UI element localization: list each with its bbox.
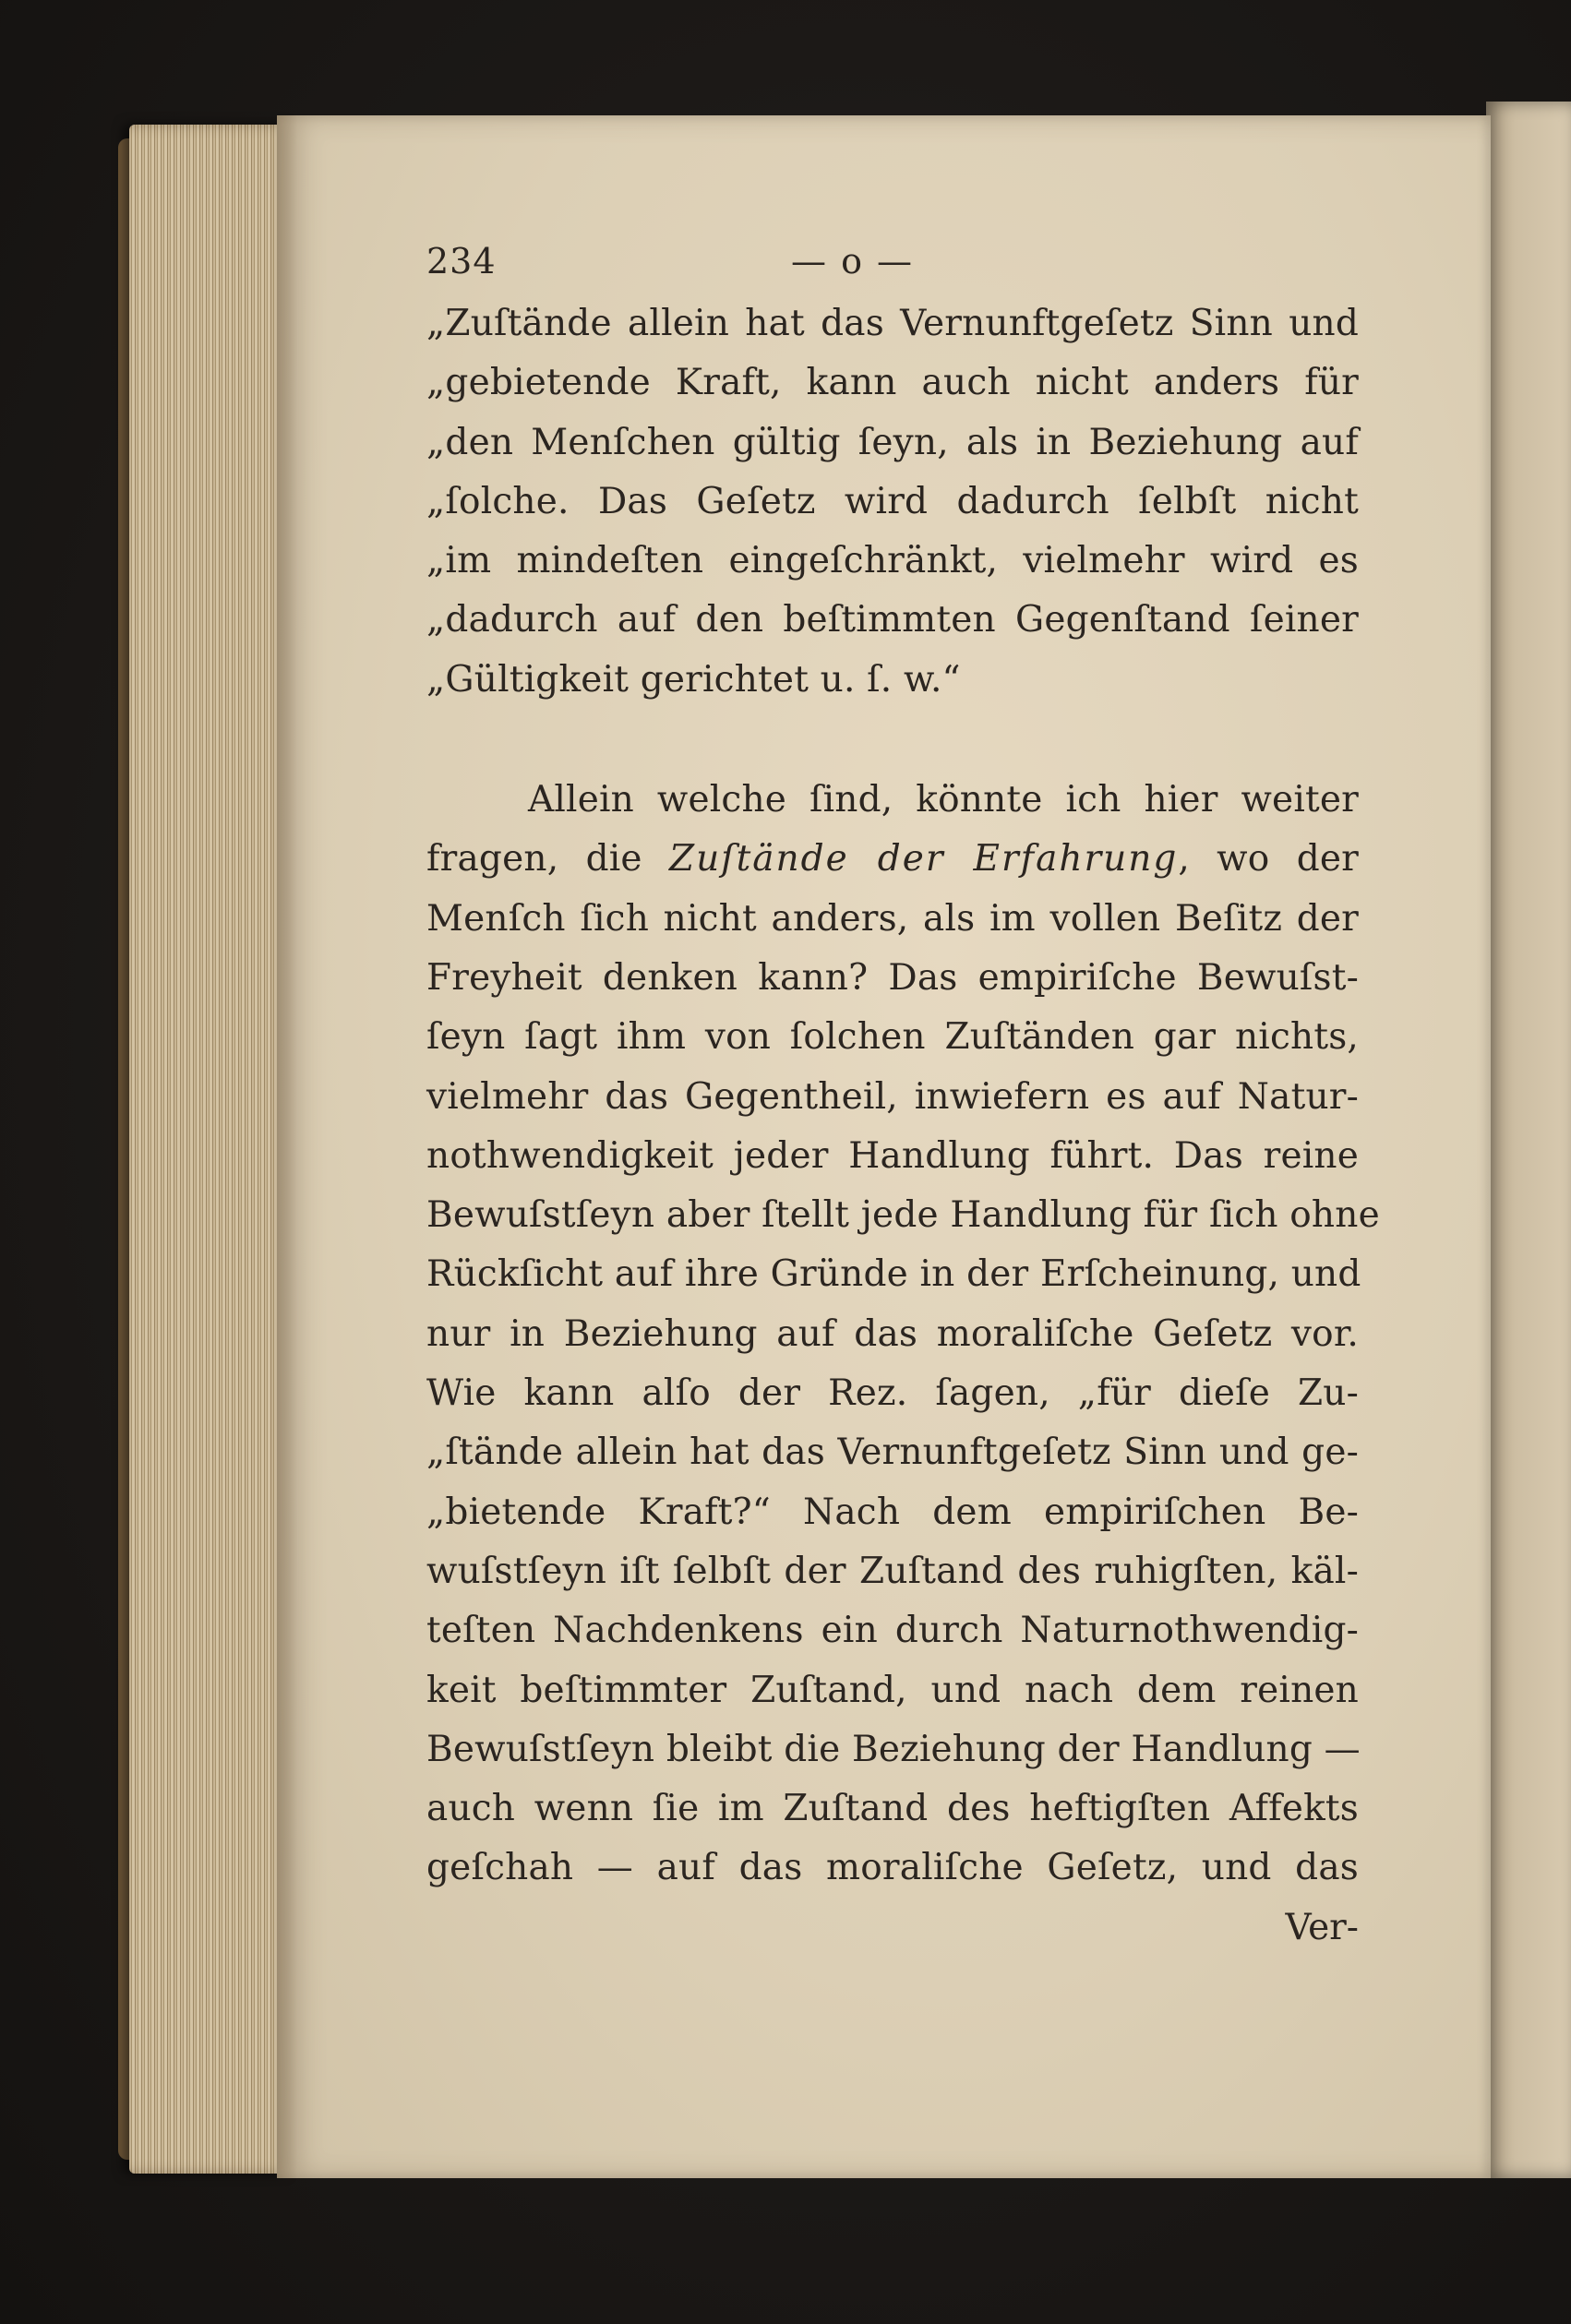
text-segment: , wo der — [1178, 838, 1360, 880]
paragraph-gap — [426, 710, 1359, 771]
text-line: „gebietende Kraft, kann auch nicht anders für — [426, 362, 1359, 404]
text-line: Bewuſstſeyn bleibt die Beziehung der Handlung — — [426, 1728, 1361, 1770]
text-line: „Zuſtände allein hat das Vernunftgeſetz Sinn und — [426, 303, 1359, 344]
text-line: „Gültigkeit gerichtet u. ſ. w.“ — [426, 658, 961, 701]
text-line: keit beſtimmter Zuſtand, und nach dem reinen — [426, 1669, 1359, 1711]
paragraph — [426, 771, 1380, 1958]
text-line: Menſch ſich nicht anders, als im vollen Beſitz der — [426, 897, 1359, 940]
text-line: teſten Nachdenkens ein durch Naturnothwendig- — [426, 1610, 1359, 1652]
page-number: 234 — [426, 241, 497, 282]
emphasized-text: Zuſtände der Erfahrung — [668, 838, 1179, 880]
page-text — [426, 235, 1380, 1958]
page-header — [426, 235, 1359, 294]
text-line: Wie kann alſo der Rez. ſagen, „für dieſe Zu- — [426, 1372, 1359, 1415]
text-line: Freyheit denken kann? Das empiriſche Bewuſst- — [426, 956, 1359, 999]
text-line: auch wenn ſie im Zuſtand des heftigſten Affekts — [426, 1788, 1359, 1830]
adjacent-page-edge — [1486, 102, 1571, 2178]
quotation-block — [426, 294, 1359, 710]
text-line: ſeyn ſagt ihm von ſolchen Zuſtänden gar nichts, — [426, 1016, 1359, 1059]
text-line: „ſolche. Das Geſetz wird dadurch ſelbſt nicht — [426, 480, 1359, 522]
text-line — [426, 830, 1359, 889]
text-line: wuſstſeyn iſt ſelbſt der Zuſtand des ruhigſten, käl- — [426, 1550, 1359, 1592]
text-segment: fragen, die — [426, 838, 669, 880]
catchword: Ver- — [1285, 1906, 1359, 1948]
text-line: „im mindeſten eingeſchränkt, vielmehr wird es — [426, 540, 1359, 582]
text-line: Rückſicht auf ihre Gründe in der Erſcheinung, und — [426, 1253, 1361, 1296]
text-line: geſchah — auf das moraliſche Geſetz, und das — [426, 1847, 1359, 1889]
text-line: „bietende Kraft?“ Nach dem empiriſchen Be- — [426, 1491, 1359, 1533]
page-stack-edges — [129, 125, 291, 2174]
text-line: Allein welche ſind, könnte ich hier weiter — [528, 779, 1359, 821]
header-ornament: — o — — [791, 241, 915, 282]
text-line: nur in Beziehung auf das moraliſche Geſetz vor. — [426, 1312, 1359, 1355]
text-line: nothwendigkeit jeder Handlung führt. Das reine — [426, 1134, 1359, 1177]
book-page — [277, 115, 1491, 2178]
text-line: „ſtände allein hat das Vernunftgeſetz Sinn und ge- — [426, 1432, 1359, 1474]
text-line: „dadurch auf den beſtimmten Gegenſtand ſeiner — [426, 599, 1359, 641]
text-line: „den Menſchen gültig ſeyn, als in Beziehung auf — [426, 421, 1359, 463]
text-line: vielmehr das Gegentheil, inwiefern es auf Natur- — [426, 1075, 1359, 1118]
text-line: Bewuſstſeyn aber ſtellt jede Handlung für ſich ohne — [426, 1194, 1380, 1237]
